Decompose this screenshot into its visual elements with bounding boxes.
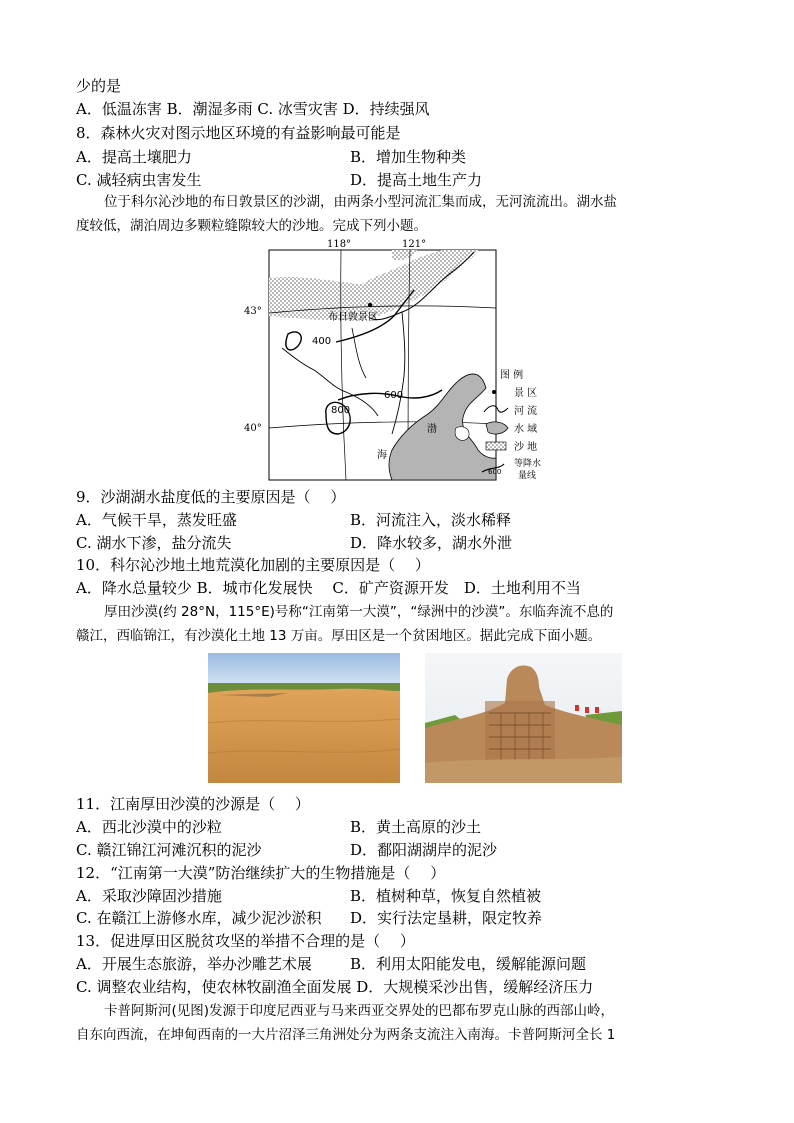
isohyet-400-label: 400 — [312, 336, 332, 347]
legend-water-label: 水 域 — [514, 424, 538, 435]
q9-option-c: C. 湖水下渗，盐分流失 — [76, 534, 232, 552]
q12-option-a: A．采取沙障固沙措施 — [76, 887, 222, 905]
q8-stem: 8．森林火灾对图示地区环境的有益影响最可能是 — [76, 124, 401, 142]
intro-1-line-2: 度较低，湖泊周边多颗粒缝隙较大的沙地。完成下列小题。 — [76, 218, 427, 234]
q12-stem: 12．“江南第一大漠”防治继续扩大的生物措施是（ ） — [76, 864, 446, 882]
lon-label-118: 118° — [327, 239, 352, 250]
lat-label-43: 43° — [244, 306, 262, 317]
q12-option-b: B．植树种草，恢复自然植被 — [350, 887, 542, 905]
q7-options: A．低温冻害 B．潮湿多雨 C. 冰雪灾害 D．持续强风 — [76, 100, 430, 118]
bohai-label-1: 渤 — [427, 424, 437, 435]
legend-isohyet-label-1: 等降水 — [514, 459, 542, 469]
intro-1-line-1: 位于科尔沁沙地的布日敦景区的沙湖，由两条小型河流汇集而成，无河流流出。湖水盐 — [104, 194, 617, 210]
legend-scenic-label: 景 区 — [514, 388, 538, 399]
q9-stem: 9．沙湖湖水盐度低的主要原因是（ ） — [76, 488, 346, 506]
q11-option-d: D．鄱阳湖湖岸的泥沙 — [350, 841, 498, 859]
q12-option-d: D．实行法定垦耕，限定牧养 — [350, 909, 543, 927]
kerqin-map — [242, 238, 552, 486]
q11-option-a: A．西北沙漠中的沙粒 — [76, 818, 222, 836]
legend-river-label: 河 流 — [514, 406, 538, 417]
bohai-label-2: 海 — [377, 450, 387, 461]
scenic-spot-label: 布日敦景区 — [328, 312, 378, 323]
q11-option-b: B．黄土高原的沙土 — [350, 818, 482, 836]
intro-2-line-2: 赣江，西临锦江，有沙漠化土地 13 万亩。厚田区是一个贫困地区。据此完成下面小题。 — [76, 628, 602, 644]
q8-option-a: A．提高土壤肥力 — [76, 148, 192, 166]
q9-option-d: D．降水较多，湖水外泄 — [350, 534, 513, 552]
intro-paragraph-2 — [76, 600, 716, 648]
q10-options: A．降水总量较少 B．城市化发展快 C．矿产资源开发 D．土地利用不当 — [76, 579, 581, 597]
intro-2-line-1: 厚田沙漠(约 28°N，115°E)号称“江南第一大漠”，“绿洲中的沙漠”。东临奔流不息的 — [104, 604, 614, 620]
q8-option-c: C. 减轻病虫害发生 — [76, 171, 202, 189]
q13-stem: 13．促进厚田区脱贫攻坚的举措不合理的是（ ） — [76, 932, 415, 950]
q11-option-c: C. 赣江锦江河滩沉积的泥沙 — [76, 841, 262, 859]
desert-photo — [208, 653, 400, 783]
intro-paragraph-3 — [76, 999, 716, 1047]
q13-option-a: A．开展生态旅游，举办沙雕艺术展 — [76, 955, 312, 973]
legend-title: 图 例 — [500, 370, 524, 381]
q11-stem: 11．江南厚田沙漠的沙源是（ ） — [76, 795, 310, 813]
intro-3-line-2: 自东向西流，在坤甸西南的一大片沼泽三角洲处分为两条支流注入南海。卡普阿斯河全长 1 — [76, 1027, 616, 1043]
legend-isohyet-value: 600 — [488, 468, 502, 476]
q8-option-b: B．增加生物种类 — [350, 148, 467, 166]
text-line: 少的是 — [76, 77, 122, 95]
sand-sculpture-photo — [425, 653, 622, 783]
q13-option-b: B．利用太阳能发电，缓解能源问题 — [350, 955, 587, 973]
legend-isohyet-label-2: 量线 — [518, 471, 537, 481]
intro-paragraph-1 — [76, 190, 716, 238]
lat-label-40: 40° — [244, 423, 262, 434]
isohyet-600-label: 600 — [384, 390, 404, 401]
legend-water-symbol — [486, 422, 508, 434]
legend-sand-symbol — [486, 442, 506, 450]
lon-label-121: 121° — [402, 239, 427, 250]
legend-sand-label: 沙 地 — [514, 442, 538, 453]
q9-option-b: B．河流注入，淡水稀释 — [350, 511, 512, 529]
intro-3-line-1: 卡普阿斯河(见图)发源于印度尼西亚与马来西亚交界处的巴都布罗克山脉的西部山岭， — [104, 1003, 615, 1019]
legend-scenic-symbol — [492, 390, 496, 394]
q9-option-a: A．气候干旱，蒸发旺盛 — [76, 511, 237, 529]
isohyet-800-label: 800 — [331, 405, 351, 416]
scenic-spot-marker — [368, 303, 372, 307]
peninsula — [455, 427, 469, 441]
q8-option-d: D．提高土地生产力 — [350, 171, 483, 189]
q12-option-c: C. 在赣江上游修水库，减少泥沙淤积 — [76, 909, 322, 927]
q10-stem: 10．科尔沁沙地土地荒漠化加剧的主要原因是（ ） — [76, 556, 430, 574]
q13-options-cd: C. 调整农业结构，使农林牧副渔全面发展 D．大规模采沙出售，缓解经济压力 — [76, 978, 594, 996]
